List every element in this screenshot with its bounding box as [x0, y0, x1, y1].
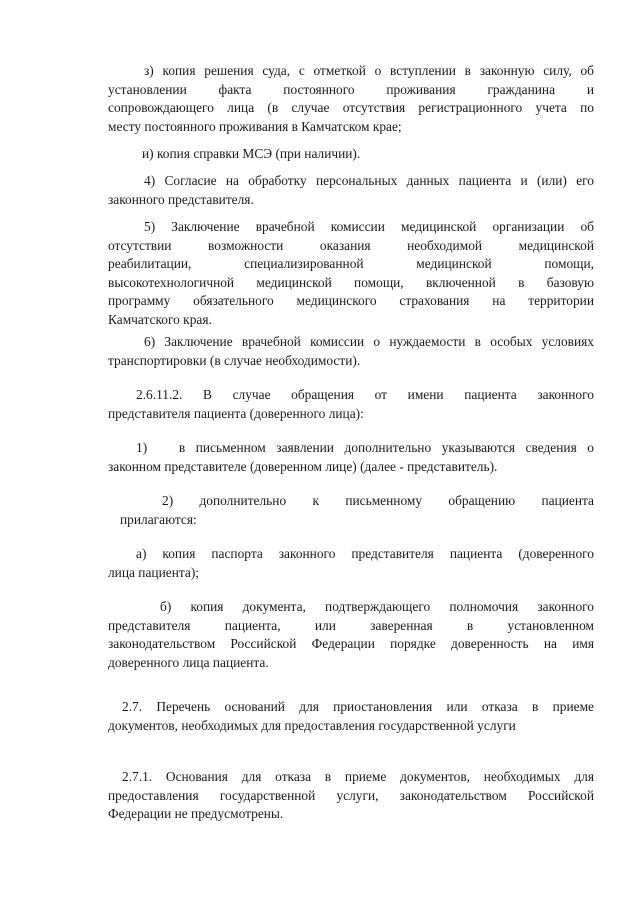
text-line: документов, необходимых для предоставления государственной услуги [108, 717, 516, 733]
paragraph-6 [108, 333, 594, 370]
text-line: прилагаются: [120, 511, 197, 527]
item-b [108, 598, 594, 672]
text-line: лица пациента); [108, 564, 199, 580]
text-line: 2.7.1. Основания для отказа в приеме документов, необходимых для [122, 769, 594, 784]
paragraph-5 [108, 218, 594, 329]
text-line: законного представителя. [108, 191, 254, 207]
text-line: представителя пациента, или заверенная в установленном [108, 617, 594, 633]
text-line: Федерации не предусмотрены. [108, 806, 284, 821]
text-line: законодательством Российской Федерации порядке доверенность на имя [108, 636, 594, 651]
text-line: б) копия документа, подтверждающего полномочия законного [160, 599, 594, 614]
text-line: законном представителе (доверенном лице) (далее - представитель). [108, 458, 498, 474]
text-line: 1) в письменном заявлении дополнительно указываются сведения о [136, 440, 594, 455]
section-2-6-11-2 [108, 386, 594, 423]
text-line: представителя пациента (доверенного лица): [108, 405, 364, 421]
text-line: реабилитации, специализированной медицинской помощи, [108, 256, 594, 271]
text-line: Камчатского края. [108, 311, 212, 327]
text-line: транспортировки (в случае необходимости). [108, 352, 361, 368]
text-line: з) копия решения суда, с отметкой о вступлении в законную силу, об [144, 63, 594, 78]
item-1 [108, 439, 594, 476]
section-2-7-1 [108, 768, 594, 824]
text-line: 2) дополнительно к письменному обращению пациента [162, 493, 594, 508]
text-line: и) копия справки МСЭ (при наличии). [142, 146, 361, 161]
text-line: 2.6.11.2. В случае обращения от имени пациента законного [136, 387, 594, 402]
text-line: программу обязательного медицинского страхования на территории [108, 293, 594, 308]
text-line: а) копия паспорта законного представителя пациента (доверенного [136, 546, 594, 561]
text-line: 2.7. Перечень оснований для приостановления или отказа в приеме [122, 699, 594, 714]
text-line: предоставления государственной услуги, законодательством Российской [108, 787, 594, 803]
text-line: 5) Заключение врачебной комиссии медицинской организации об [144, 219, 594, 234]
text-line: отсутствии возможности оказания необходимой медицинской [108, 237, 594, 253]
section-2-7 [108, 698, 594, 735]
item-2 [108, 492, 594, 529]
text-line: 4) Согласие на обработку персональных данных пациента и (или) его [144, 173, 594, 188]
text-line: установлении факта постоянного проживания гражданина и [108, 81, 594, 97]
item-a [108, 545, 594, 582]
paragraph-i [108, 145, 594, 164]
text-line: доверенного лица пациента. [108, 654, 269, 670]
text-line: высокотехнологичной медицинской помощи, включенной в базовую [108, 274, 594, 290]
text-line: сопровождающего лица (в случае отсутствия регистрационного учета по [108, 100, 594, 115]
paragraph-4 [108, 172, 594, 209]
text-line: месту постоянного проживания в Камчатском крае; [108, 118, 402, 134]
paragraph-z [108, 62, 594, 136]
text-line: 6) Заключение врачебной комиссии о нуждаемости в особых условиях [144, 334, 594, 349]
